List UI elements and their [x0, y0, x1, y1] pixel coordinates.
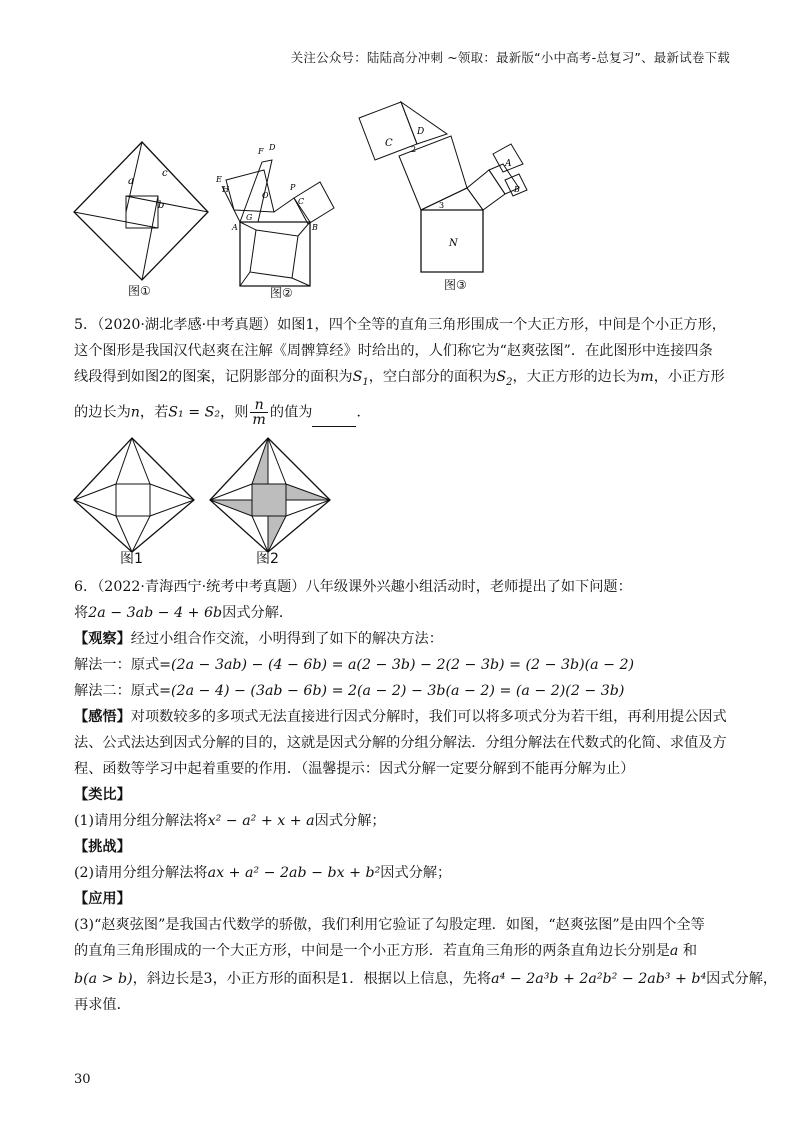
fig3-label-2: 2 [411, 145, 417, 154]
fig2-label-G: G [246, 213, 253, 222]
q5-line4-e: ． [356, 404, 371, 421]
fig2-label-B: B [312, 223, 318, 232]
observe-text: 经过小组合作交流，小明得到了如下的解决方法： [130, 631, 443, 647]
var-m: m [640, 369, 654, 385]
sub3-l2-b: 和 [678, 943, 698, 959]
sub1-expression: x² − a² + x + a [207, 813, 315, 829]
q6-sub3-l2 [74, 940, 697, 960]
q6-sub3-l4: 再求值． [74, 997, 131, 1013]
tag-insight: 【感悟】 [74, 709, 131, 725]
fig3-label-C: C [385, 138, 393, 149]
fig2-label-H: H [222, 185, 229, 194]
q5-line4-d: 的值为 [269, 404, 313, 421]
fraction-n-over-m: $\frac{n}{m}$ [252, 397, 266, 428]
sub3-l2-a: 的直角三角形围成的一个大正方形，中间是一个小正方形．若直角三角形的两条直角边长分别是 [74, 943, 670, 959]
q5-line4-a: 的边长为 [74, 404, 131, 421]
fig1-label-c: c [162, 168, 168, 179]
fig3-caption: 图③ [444, 278, 467, 292]
condition-b-a-gt-b: b(a > b) [74, 971, 133, 987]
q6-line2 [74, 602, 293, 622]
figure-2-pythagoras [212, 140, 342, 290]
tag-analogy: 【类比】 [74, 787, 131, 803]
answer-blank[interactable] [312, 412, 356, 427]
q6-observe [74, 628, 443, 648]
insight-line1: 对项数较多的多项式无法直接进行因式分解时，我们可以将多项式分为若干组，再利用提公因式 [130, 709, 727, 725]
q6-method2 [74, 680, 624, 700]
tag-challenge: 【挑战】 [74, 839, 131, 855]
sub1-a: (1)请用分组分解法将 [74, 813, 208, 829]
fig1-label-b: b [158, 200, 165, 211]
q5-line3-b: ，空白部分的面积为 [368, 369, 497, 385]
q5-line2: 这个图形是我国汉代赵爽在注解《周髀算经》时给出的，人们称它为“赵爽弦图”．在此图形中连接四条 [74, 343, 713, 359]
fig2-label-C: C [298, 197, 305, 206]
fig3-label-A: A [505, 159, 512, 169]
method2-expression: (2a − 4) − (3ab − 6b) = 2(a − 2) − 3b(a − 2) = (a − 2)(2 − 3b) [171, 683, 625, 699]
sub1-b: 因式分解； [314, 813, 386, 829]
q6-sub3-l1: (3)“赵爽弦图”是我国古代数学的骄傲，我们利用它验证了勾股定理．如图，“赵爽弦图”是由四个全等 [74, 917, 705, 933]
fig2-caption: 图② [270, 286, 293, 300]
tag-observe: 【观察】 [74, 631, 131, 647]
q5-line3-c: ，大正方形的边长为 [512, 369, 641, 385]
q6-line2-a: 将 [74, 605, 89, 621]
method1-expression: (2a − 3ab) − (4 − 6b) = a(2 − 3b) − 2(2 − 3b) = (2 − 3b)(a − 2) [171, 657, 635, 673]
var-S2: $S_2$ [496, 369, 513, 388]
fig2-label-E: E [216, 175, 222, 184]
q5-figure-2 [206, 436, 336, 556]
figure-1-zhao-shuang [70, 140, 210, 300]
fig3-label-3: 3 [439, 201, 445, 210]
var-S1: $S_1$ [352, 369, 369, 388]
q5-line4-c: ，则 [220, 404, 249, 421]
q6-insight-l1 [74, 706, 727, 726]
var-a: a [669, 943, 679, 959]
fig1-caption: 图① [128, 284, 151, 298]
sub2-expression: ax + a² − 2ab − bx + b² [207, 865, 381, 881]
q6-sub1 [74, 810, 386, 830]
fig2-label-O: O [262, 191, 269, 200]
q5-figure-1 [70, 436, 200, 556]
q6-expression: 2a − 3ab − 4 + 6b [88, 605, 223, 621]
q5-line4 [74, 398, 371, 427]
fig3-label-B: B [514, 185, 520, 194]
q6-insight-l2: 法、公式法达到因式分解的目的，这就是因式分解的分组分解法．分组分解法在代数式的化简、求值及方 [74, 735, 727, 751]
figure-3-pythagoras-tree [355, 98, 540, 278]
q5-line3-a: 线段得到如图2的图案，记阴影部分的面积为 [74, 369, 353, 385]
fig3-label-D: D [417, 127, 425, 137]
fig2-label-A: A [232, 223, 238, 232]
sub2-a: (2)请用分组分解法将 [74, 865, 208, 881]
q6-sub2 [74, 862, 451, 882]
fig1-label-a: a [128, 176, 134, 187]
q6-method1 [74, 654, 634, 674]
q5-fig1-caption: 图1 [120, 551, 143, 567]
fig3-label-N: N [449, 238, 458, 249]
q5-fig2-caption: 图2 [256, 551, 279, 567]
sub3-expression: a⁴ − 2a³b + 2a²b² − 2ab³ + b⁴ [491, 971, 707, 987]
fig2-label-F: F [258, 147, 264, 156]
q5-line3 [74, 366, 725, 388]
equation-s1-eq-s2: S₁ = S₂ [168, 404, 221, 421]
q6-line2-b: 因式分解． [222, 605, 294, 621]
q6-insight-l3: 程、函数等学习中起着重要的作用．（温馨提示：因式分解一定要分解到不能再分解为止） [74, 761, 635, 777]
method2-label: 解法二：原式= [74, 683, 172, 699]
sub3-l3-a: ，斜边长是3，小正方形的面积是1．根据以上信息，先将 [132, 971, 492, 987]
fig2-label-P: P [290, 183, 296, 192]
sub3-l3-b: 因式分解， [706, 971, 778, 987]
page-number: 30 [74, 1072, 91, 1087]
q6-sub3-l3 [74, 968, 777, 988]
method1-label: 解法一：原式= [74, 657, 172, 673]
tag-apply: 【应用】 [74, 891, 131, 907]
q6-line1: 6．（2022·青海西宁·统考中考真题）八年级课外兴趣小组活动时，老师提出了如下问题： [74, 579, 632, 595]
q5-line4-b: ，若 [139, 404, 169, 421]
q5-line3-d: ，小正方形 [653, 369, 725, 385]
q5-line1: 5．（2020·湖北孝感·中考真题）如图1，四个全等的直角三角形围成一个大正方形，中间是个小正方形， [74, 317, 726, 333]
page-header: 关注公众号：陆陆高分冲刺 ~领取：最新版“小中高考-总复习”、最新试卷下载 [290, 50, 730, 65]
sub2-b: 因式分解； [380, 865, 452, 881]
var-n: n [130, 404, 140, 421]
fig2-label-D: D [269, 143, 276, 152]
